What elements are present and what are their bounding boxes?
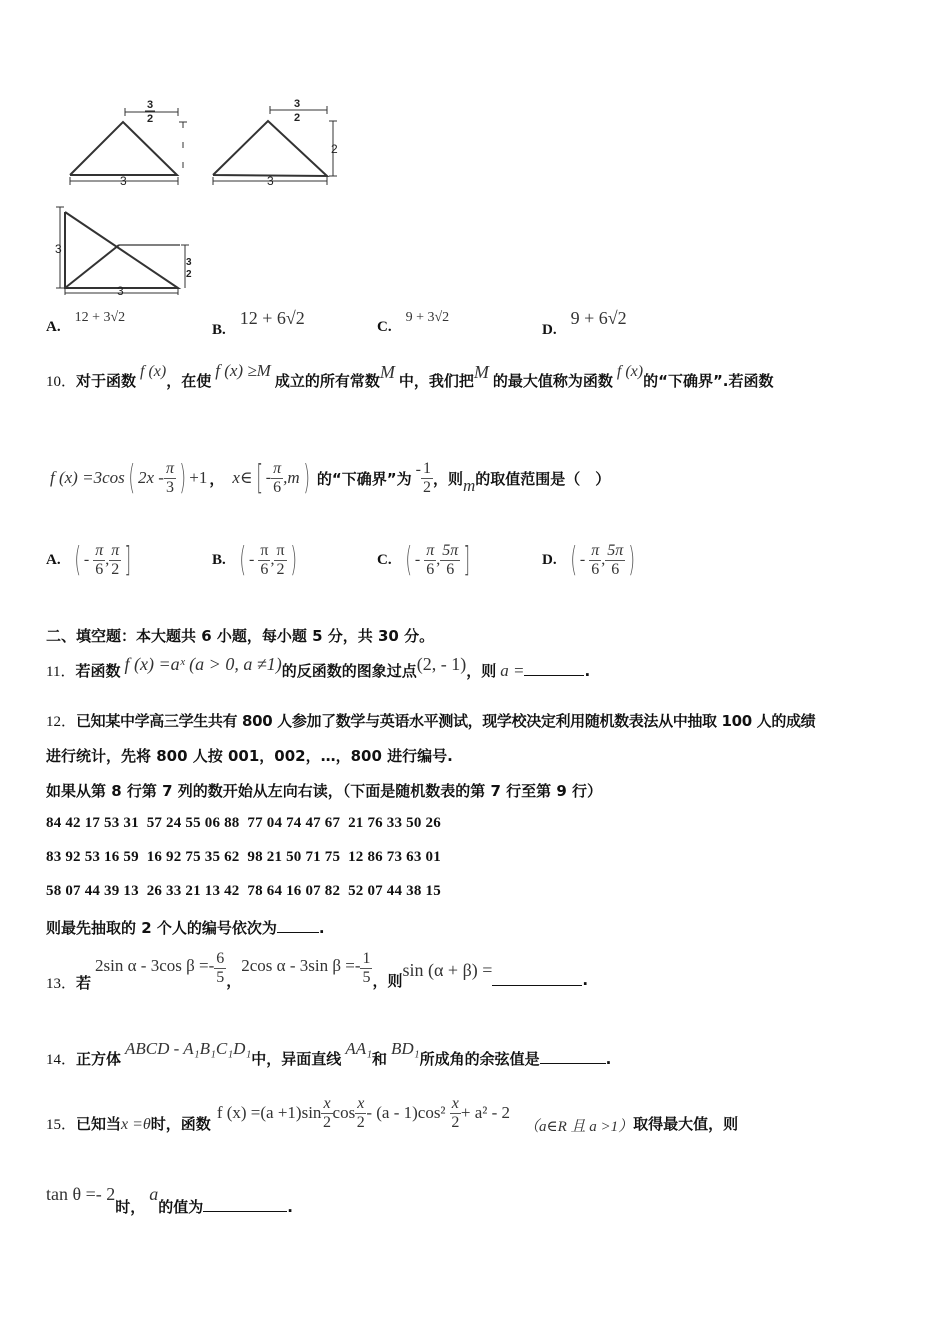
- fraction: [321, 1095, 332, 1131]
- denominator: 6: [426, 560, 435, 578]
- text: 时，函数: [150, 1114, 211, 1133]
- fraction: [93, 542, 105, 578]
- question-number: 11．: [46, 664, 76, 680]
- numerator: 1: [362, 950, 371, 967]
- answer-blank[interactable]: [524, 661, 584, 676]
- text: ，则: [466, 662, 497, 680]
- math-tail: + a² - 2: [460, 1103, 511, 1123]
- paren-close: ): [302, 458, 310, 498]
- numerator: π: [260, 541, 269, 559]
- option-label: C.: [377, 551, 392, 568]
- numerator: 5π: [442, 541, 459, 559]
- option-label: B.: [212, 322, 226, 338]
- option-label: D.: [542, 322, 557, 338]
- fraction: [589, 542, 601, 578]
- numerator: x: [323, 1095, 331, 1112]
- fraction: [605, 542, 625, 578]
- q9-option-a[interactable]: [46, 310, 126, 336]
- text: 的取值范围是（ ）: [475, 469, 611, 488]
- math-M: M: [379, 362, 395, 382]
- text: 的最大值称为函数: [492, 372, 613, 390]
- fraction: [440, 542, 460, 578]
- numerator: π: [426, 541, 435, 559]
- fraction: [360, 950, 372, 986]
- fraction: [421, 460, 433, 496]
- option-label: B.: [212, 551, 226, 568]
- math-m: m: [462, 476, 476, 495]
- q14: [46, 1039, 612, 1069]
- front-base-label: 3: [120, 174, 127, 188]
- denominator: 2: [451, 1113, 460, 1131]
- math-func: f (x) =aˣ (a > 0, a ≠1): [124, 654, 282, 674]
- text: 所成角的余弦值是: [419, 1050, 540, 1068]
- math-m: ,m: [283, 468, 300, 487]
- text: 成立的所有常数: [274, 372, 380, 390]
- math-inner: 2x -: [138, 468, 164, 487]
- q10-option-a[interactable]: A. ( - $\frac{\pi}{6}$ , $\frac{\pi}{2}$ ]: [46, 540, 132, 580]
- text: 若函数: [75, 662, 121, 680]
- numerator: π: [591, 541, 600, 559]
- answer-blank[interactable]: [203, 1197, 287, 1212]
- denominator: 2: [276, 560, 285, 578]
- math-func: f (x) =3cos: [50, 468, 125, 487]
- fraction: [214, 950, 226, 986]
- text: 若: [76, 973, 92, 992]
- math-line-a: AA₁: [345, 1039, 372, 1058]
- text: 的反函数的图象过点: [281, 662, 417, 680]
- denominator: 2: [356, 1113, 365, 1131]
- q9-option-d[interactable]: [542, 308, 627, 339]
- text: 正方体: [76, 1050, 122, 1068]
- svg-text:2: 2: [294, 112, 301, 124]
- top-height-label: 3: [55, 242, 62, 256]
- math-cos: cos: [332, 1103, 356, 1123]
- svg-text:2: 2: [186, 269, 192, 280]
- text: ，: [226, 971, 242, 990]
- text: .: [582, 971, 589, 990]
- numerator: 5π: [607, 541, 624, 559]
- question-number: 15．: [46, 1116, 77, 1133]
- text: 时，: [115, 1198, 146, 1216]
- question-number: 12．: [46, 714, 77, 730]
- text: .: [584, 662, 591, 680]
- numerator: π: [111, 541, 120, 559]
- denominator: 6: [591, 560, 600, 578]
- math-condition: f (x) ≥M: [215, 361, 271, 380]
- math-minus-term: - (a - 1)cos²: [366, 1103, 450, 1123]
- math-fx: f (x): [616, 363, 644, 380]
- math-line-b: BD₁: [391, 1039, 420, 1058]
- text: 取得最大值，则: [633, 1114, 739, 1133]
- math-a: a =: [500, 661, 525, 680]
- option-value: 9 + 6√2: [570, 308, 627, 328]
- option-value: 12 + 3√2: [74, 310, 126, 325]
- math-cond: x =θ: [121, 1116, 151, 1134]
- denominator: 2: [322, 1113, 331, 1131]
- side-base-label: 3: [267, 174, 274, 188]
- denominator: 2: [111, 560, 120, 578]
- bracket-open: (: [239, 540, 246, 580]
- numerator: x: [451, 1095, 459, 1112]
- front-offset-num: 3: [147, 99, 154, 111]
- question-number: 14．: [46, 1052, 77, 1068]
- q10-option-b[interactable]: B. ( - $\frac{\pi}{6}$ , $\frac{\pi}{2}$ ): [212, 540, 297, 580]
- q15-line2: [46, 1184, 293, 1216]
- bracket-open: (: [404, 540, 412, 580]
- q15-line1: [46, 1095, 739, 1135]
- numerator: x: [357, 1095, 365, 1112]
- text: 和: [372, 1050, 388, 1068]
- answer-blank[interactable]: [492, 971, 582, 986]
- denominator: 6: [446, 560, 455, 578]
- option-value: 12 + 6√2: [239, 308, 305, 328]
- top-width-label: 3: [117, 284, 124, 295]
- svg-text:3: 3: [186, 257, 192, 268]
- question-number: 10．: [46, 374, 77, 390]
- fraction: [424, 542, 436, 578]
- math-func: f (x) =(a +1)sin: [216, 1103, 322, 1123]
- fraction: [271, 460, 283, 496]
- option-label: A.: [46, 319, 61, 335]
- text: 的“下确界”.若函数: [643, 372, 774, 390]
- q10-line2: [50, 458, 610, 498]
- bracket-open: [: [255, 458, 263, 498]
- numerator: π: [165, 459, 174, 477]
- math-point: (2, - 1): [416, 654, 467, 674]
- three-view-diagram: [55, 95, 355, 295]
- text: .: [287, 1198, 293, 1216]
- paren-open: (: [128, 458, 135, 498]
- q11: [46, 654, 591, 681]
- fraction: [355, 1095, 366, 1131]
- denominator: 5: [216, 968, 225, 986]
- denominator: 6: [611, 560, 620, 578]
- q10-line1: [46, 361, 774, 391]
- q10-option-d[interactable]: D. ( - $\frac{\pi}{6}$ , $\frac{5\pi}{6}$ ): [542, 540, 636, 580]
- svg-text:3: 3: [294, 98, 301, 110]
- math-solid: ABCD - A₁B₁C₁D₁: [125, 1039, 252, 1058]
- text: 的“下确界”为: [316, 469, 412, 488]
- option-value: 9 + 3√2: [405, 310, 450, 325]
- bracket-close: ): [289, 540, 297, 580]
- text: ，则: [372, 971, 403, 990]
- paren-close: ): [179, 458, 186, 498]
- q13: [46, 950, 589, 992]
- question-number: 13．: [46, 975, 77, 992]
- bracket-close: ]: [124, 540, 132, 580]
- answer-blank[interactable]: [277, 918, 319, 933]
- fraction: [109, 542, 121, 578]
- text: 中，异面直线: [251, 1050, 342, 1068]
- math-x-in: x∈: [232, 468, 253, 487]
- option-label: C.: [377, 319, 392, 335]
- three-view-figure: [55, 95, 355, 295]
- random-table-row-8: 83 92 53 16 59 16 92 75 35 62 98 21 50 71 75 12 86 73 63 01: [46, 849, 441, 865]
- denominator: 6: [273, 478, 282, 496]
- text: 已知当: [76, 1114, 122, 1133]
- text: ，在使: [166, 372, 212, 390]
- fraction: [450, 1095, 461, 1131]
- text: 的值为: [158, 1198, 204, 1216]
- q9-option-c[interactable]: [377, 310, 450, 336]
- text: .: [318, 919, 325, 937]
- math-plus1: +1: [189, 468, 208, 487]
- denominator: 6: [95, 560, 104, 578]
- numerator: 6: [216, 950, 225, 967]
- fraction: [274, 542, 286, 578]
- math-eq2: 2cos α - 3sin β =-: [241, 956, 361, 976]
- math-minus: -: [415, 461, 421, 478]
- fraction: [258, 542, 270, 578]
- numerator: π: [95, 541, 104, 559]
- front-offset-den: 2: [147, 113, 154, 125]
- numerator: π: [273, 459, 282, 477]
- text: 对于函数: [76, 372, 137, 390]
- numerator: 1: [422, 459, 431, 477]
- q10-option-c[interactable]: C. ( - $\frac{\pi}{6}$ , $\frac{5\pi}{6}$ ]: [377, 540, 471, 580]
- math-fx: f (x): [140, 363, 167, 380]
- q10-options: [46, 540, 746, 590]
- math-target: sin (α + β) =: [402, 959, 493, 980]
- bracket-close: ): [628, 540, 636, 580]
- section-heading: 二、填空题：本大题共 6 小题，每小题 5 分，共 30 分。: [46, 627, 435, 645]
- q9-option-b[interactable]: [212, 308, 305, 339]
- text: 已知某中学高三学生共有 800 人参加了数学与英语水平测试，现学校决定利用随机数表法从中抽取 100 人的成绩: [76, 712, 816, 730]
- text: .: [605, 1050, 612, 1068]
- bracket-open: (: [569, 540, 577, 580]
- text: ，则: [432, 469, 463, 488]
- random-table-row-7: 84 42 17 53 31 57 24 55 06 88 77 04 74 47 67 21 76 33 50 26: [46, 815, 441, 831]
- denominator: 6: [260, 560, 269, 578]
- math-condition: （a∈R 且 a >1）: [524, 1118, 634, 1135]
- bracket-open: (: [73, 540, 81, 580]
- q12-line1: [46, 710, 815, 731]
- option-label: A.: [46, 551, 61, 568]
- text: 则最先抽取的 2 个人的编号依次为: [46, 919, 277, 937]
- q12-line2: 进行统计，先将 800 人按 001，002，…，800 进行编号.: [46, 747, 453, 765]
- answer-blank[interactable]: [540, 1049, 606, 1064]
- bracket-close: ]: [463, 540, 471, 580]
- q12-line3: 如果从第 8 行第 7 列的数开始从左向右读，（下面是随机数表的第 7 行至第 9 行）: [46, 782, 603, 800]
- math-M: M: [473, 362, 489, 382]
- math-minus: -: [265, 469, 272, 486]
- text: 中，我们把: [398, 372, 474, 390]
- math-eq1: 2sin α - 3cos β =-: [95, 956, 215, 976]
- math-a: a: [149, 1184, 159, 1204]
- option-label: D.: [542, 551, 557, 568]
- math-tan: tan θ =- 2: [46, 1184, 116, 1204]
- numerator: π: [276, 541, 285, 559]
- random-table-row-9: 58 07 44 39 13 26 33 21 13 42 78 64 16 07 82 52 07 44 38 15: [46, 883, 441, 899]
- denominator: 2: [422, 478, 431, 496]
- q12-question: [46, 917, 325, 938]
- denominator: 5: [362, 968, 371, 986]
- denominator: 3: [165, 478, 174, 496]
- fraction: [164, 460, 176, 496]
- side-height-label: 2: [331, 142, 338, 156]
- text: ，: [209, 469, 225, 488]
